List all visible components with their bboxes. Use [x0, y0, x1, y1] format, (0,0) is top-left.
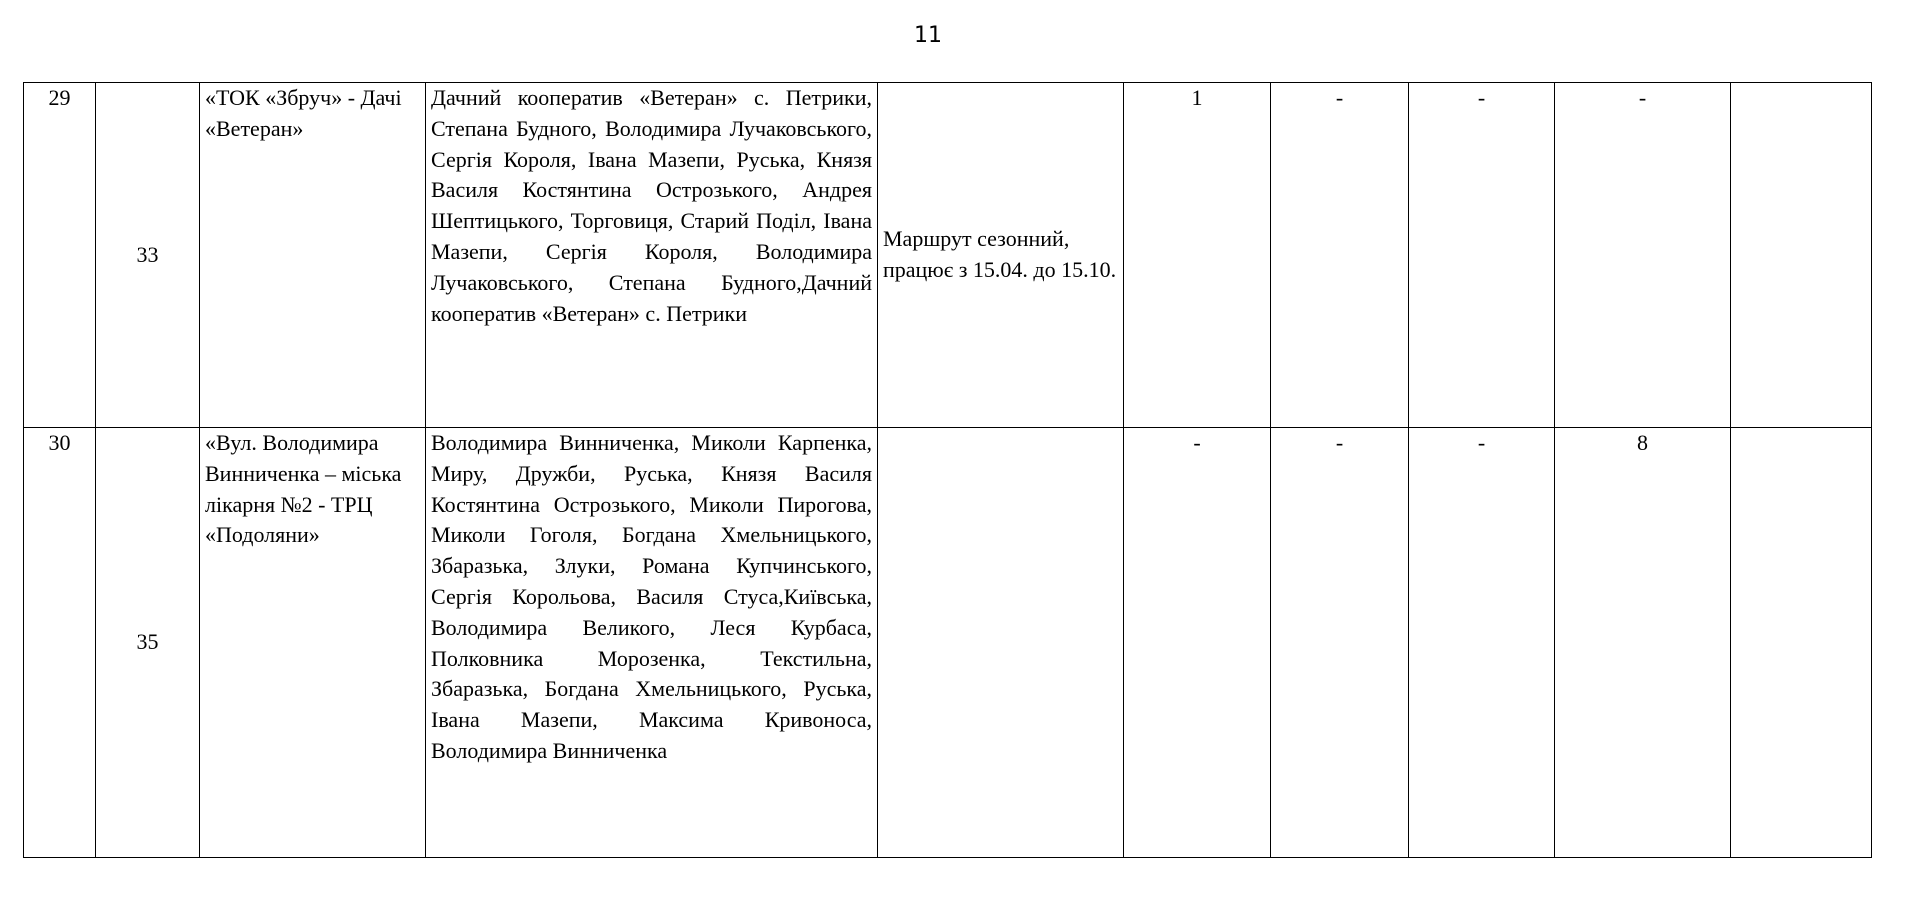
value-cell: 1 — [1124, 83, 1271, 428]
value-cell: - — [1124, 428, 1271, 858]
route-note-cell: Маршрут сезонний, працює з 15.04. до 15.10. — [878, 83, 1124, 428]
value-cell: - — [1409, 428, 1555, 858]
row-number-cell: 30 — [24, 428, 96, 858]
route-streets-cell: Володимира Винниченка, Миколи Карпенка, Миру, Дружби, Руська, Князя Василя Костянтина Острозького, Миколи Пирогова, Миколи Гоголя, Богдана Хмельницького, Збаразька, Злуки, Романа Купчинського, Сергія Корольова, Василя Стуса,Київська, Володимира Великого, Леся Курбаса, Полковника Морозенка, Текстильна, Збаразька, Богдана Хмельницького, Руська, Івана Мазепи, Максима Кривоноса, Володимира Винниченка — [426, 428, 878, 858]
value-cell: 8 — [1555, 428, 1731, 858]
route-code-cell: 35 — [96, 428, 200, 858]
route-code-cell: 33 — [96, 83, 200, 428]
table-row — [24, 428, 1872, 858]
route-name-cell: «ТОК «Збруч» - Дачі «Ветеран» — [200, 83, 426, 428]
extra-cell — [1731, 428, 1872, 858]
table-row — [24, 83, 1872, 428]
value-cell: - — [1271, 428, 1409, 858]
extra-cell — [1731, 83, 1872, 428]
value-cell: - — [1409, 83, 1555, 428]
page-number: 11 — [914, 23, 942, 48]
value-cell: - — [1271, 83, 1409, 428]
row-number-cell: 29 — [24, 83, 96, 428]
route-note-cell — [878, 428, 1124, 858]
value-cell: - — [1555, 83, 1731, 428]
routes-table — [23, 82, 1872, 858]
route-name-cell: «Вул. Володимира Винниченка – міська лікарня №2 - ТРЦ «Подоляни» — [200, 428, 426, 858]
route-streets-cell: Дачний кооператив «Ветеран» с. Петрики, Степана Будного, Володимира Лучаковського, Сергія Короля, Івана Мазепи, Руська, Князя Василя Костянтина Острозького, Андрея Шептицького, Торговиця, Старий Поділ, Івана Мазепи, Сергія Короля, Володимира Лучаковського, Степана Будного,Дачний кооператив «Ветеран» с. Петрики — [426, 83, 878, 428]
